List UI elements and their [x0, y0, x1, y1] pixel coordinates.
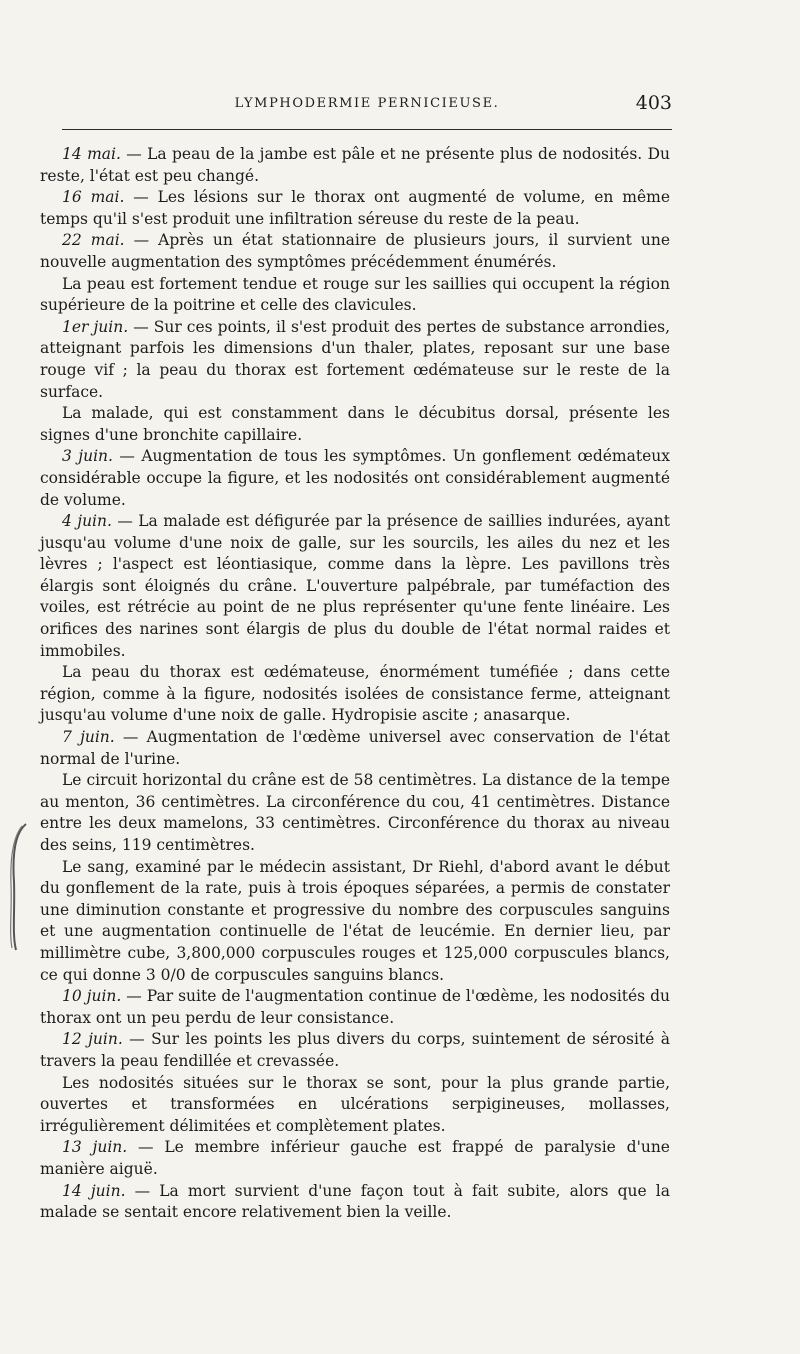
header-rule [62, 129, 672, 130]
entry-paragraph [40, 403, 670, 446]
entry-date: 22 mai. [62, 231, 125, 250]
entry-text: — La mort survient d'une façon tout à fait subite, alors que la malade se sentait encore relativement bien la veille. [40, 1181, 670, 1222]
entry-text: — Le membre inférieur gauche est frappé de paralysie d'une manière aiguë. [40, 1138, 670, 1178]
entry-text: La malade, qui est constamment dans le décubitus dorsal, présente les signes d'une bronchite capillaire. [40, 404, 670, 444]
entry-text: — La malade est défigurée par la présence de saillies indurées, ayant jusqu'au volume d'une noix de galle, sur les sourcils, les ailes du nez et les lèvres ; l'aspect est léontiasique, comme dans la lèpre. Les pavillons très élargis sont éloignés du crâne. L'ouverture palpébrale, par tuméfaction des voiles, est rétrécie au point de ne plus représenter qu'une fente linéaire. Les orifices des narines sont élargis de plus du double de l'état normal raides et immobiles. [40, 512, 670, 660]
entry-text: — Après un état stationnaire de plusieurs jours, il survient une nouvelle augmentation des symptômes précédemment énumérés. [40, 231, 670, 271]
entry-paragraph [40, 187, 670, 230]
entry-date: 13 juin. [62, 1138, 128, 1157]
pencil-margin-mark [2, 822, 32, 952]
entry-paragraph [40, 230, 670, 273]
entry-date: 7 juin. [62, 728, 115, 747]
entry-paragraph [40, 144, 670, 187]
entry-date: 12 juin. [62, 1030, 123, 1049]
entry-date: 10 juin. [62, 987, 122, 1006]
entry-text: — Augmentation de l'œdème universel avec conservation de l'état normal de l'urine. [40, 728, 670, 768]
entry-paragraph [40, 1073, 670, 1138]
entry-paragraph [40, 1137, 670, 1180]
entry-text: Le circuit horizontal du crâne est de 58 centimètres. La distance de la tempe au menton, 36 centimètres. La circonférence du cou, 41 centimètres. Distance entre les deux mamelons, 33 centimètres. Circonférence du thorax au niveau des seins, 119 centimètres. [40, 771, 670, 854]
page-header [62, 92, 672, 116]
entry-paragraph [40, 317, 670, 403]
entry-date: 4 juin. [62, 512, 112, 531]
entry-text: Le sang, examiné par le médecin assistant, Dr Riehl, d'abord avant le début du gonflement de la rate, puis à trois époques séparées, a permis de constater une diminution constante et progressive du nombre des corpuscules sanguins et une augmentation continuelle de l'état de leucémie. En dernier lieu, par millimètre cube, 3,800,000 corpuscules rouges et 125,000 corpuscules blancs, ce qui donne 3 0/0 de corpuscules sanguins blancs. [40, 857, 670, 984]
entry-text: — Sur ces points, il s'est produit des pertes de substance arrondies, atteignant parfois les dimensions d'un thaler, plates, reposant sur une base rouge vif ; la peau du thorax est fortement œdémateuse sur le reste de la surface. [40, 317, 671, 401]
entry-paragraph [40, 1181, 670, 1224]
entry-text: La peau est fortement tendue et rouge sur les saillies qui occupent la région supérieure de la poitrine et celle des clavicules. [40, 274, 670, 315]
entry-date: 16 mai. [62, 188, 125, 207]
entry-text: — Sur les points les plus divers du corps, suintement de sérosité à travers la peau fendillée et crevassée. [40, 1030, 670, 1070]
entry-paragraph [40, 727, 670, 770]
entry-paragraph [40, 1029, 670, 1072]
entry-paragraph [40, 662, 670, 727]
entry-date: 14 mai. [62, 145, 121, 163]
entry-paragraph [40, 274, 670, 317]
entry-text: — Par suite de l'augmentation continue de l'œdème, les nodosités du thorax ont un peu perdu de leur consistance. [40, 987, 670, 1027]
body-text [40, 144, 670, 1224]
entry-paragraph [40, 857, 670, 987]
entry-text: — Augmentation de tous les symptômes. Un gonflement œdémateux considérable occupe la figure, et les nodosités ont considérablement augmenté de volume. [40, 447, 670, 509]
running-title: LYMPHODERMIE PERNICIEUSE. [234, 96, 500, 111]
entry-date: 3 juin. [62, 447, 113, 466]
entry-paragraph [40, 511, 670, 662]
entry-date: 1er juin. [62, 317, 129, 336]
page-number: 403 [635, 92, 672, 114]
entry-text: — La peau de la jambe est pâle et ne présente plus de nodosités. Du reste, l'état est peu changé. [40, 145, 670, 185]
entry-text: — Les lésions sur le thorax ont augmenté de volume, en même temps qu'il s'est produit une infiltration séreuse du reste de la peau. [40, 188, 670, 228]
entry-paragraph [40, 446, 670, 511]
entry-text: La peau du thorax est œdémateuse, énormément tuméfiée ; dans cette région, comme à la figure, nodosités isolées de consistance ferme, atteignant jusqu'au volume d'une noix de galle. Hydropisie ascite ; anasarque. [40, 663, 670, 725]
entry-paragraph [40, 986, 670, 1029]
entry-date: 14 juin. [62, 1181, 126, 1200]
entry-text: Les nodosités situées sur le thorax se sont, pour la plus grande partie, ouvertes et transformées en ulcérations serpigineuses, mollasses, irrégulièrement délimitées et complètement plates. [40, 1073, 670, 1135]
entry-paragraph [40, 770, 670, 856]
